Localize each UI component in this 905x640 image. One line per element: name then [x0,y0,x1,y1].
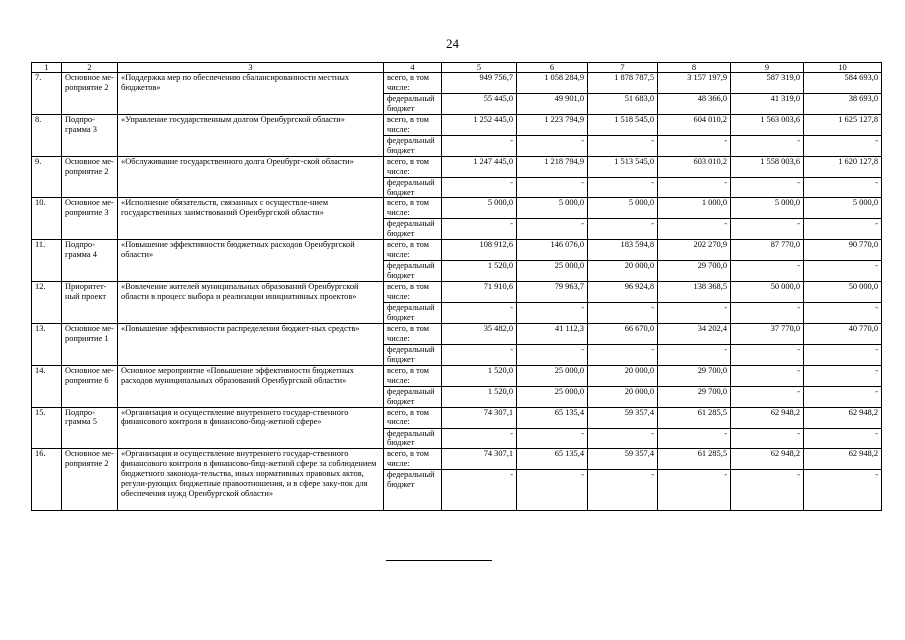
total-value: 37 770,0 [731,323,804,344]
total-value: 1 520,0 [442,365,517,386]
total-value: 1 625 127,8 [804,114,882,135]
total-value: 138 368,5 [658,282,731,303]
federal-value: 55 445,0 [442,94,517,115]
row-number: 7. [32,73,62,115]
federal-value: - [442,177,517,198]
row-type: Основное ме-роприятие 2 [62,73,118,115]
federal-value: - [731,135,804,156]
total-value: 87 770,0 [731,240,804,261]
total-value: 62 948,2 [804,407,882,428]
federal-value: - [658,428,731,449]
table-row [32,449,882,470]
federal-value: - [804,177,882,198]
total-value: 202 270,9 [658,240,731,261]
federal-value: - [588,470,658,511]
total-value: 1 058 284,9 [517,73,588,94]
total-value: 5 000,0 [442,198,517,219]
row-description: Основное мероприятие «Повышение эффективности бюджетных расходов муниципальных образований Оренбургской области» [118,365,384,407]
federal-value: 25 000,0 [517,261,588,282]
total-value: 1 218 794,9 [517,156,588,177]
column-header: 8 [658,63,731,73]
table-row [32,323,882,344]
total-value: 1 620 127,8 [804,156,882,177]
federal-value: - [442,219,517,240]
federal-value: 20 000,0 [588,261,658,282]
federal-value: - [588,135,658,156]
row-number: 16. [32,449,62,511]
funding-source-label: всего, в том числе: [384,240,442,261]
federal-value: - [442,470,517,511]
row-number: 8. [32,114,62,156]
total-value: 59 357,4 [588,407,658,428]
total-value: 1 558 003,6 [731,156,804,177]
federal-value: - [804,344,882,365]
federal-value: - [588,303,658,324]
federal-value: - [517,344,588,365]
federal-value: - [804,261,882,282]
column-header: 2 [62,63,118,73]
total-value: 949 756,7 [442,73,517,94]
total-value: 108 912,6 [442,240,517,261]
total-value: 1 223 794,9 [517,114,588,135]
table-row [32,365,882,386]
row-number: 12. [32,282,62,324]
total-value: 61 285,5 [658,407,731,428]
federal-value: 29 700,0 [658,261,731,282]
federal-value: - [804,428,882,449]
funding-source-label: федеральный бюджет [384,470,442,511]
budget-table [31,62,882,511]
total-value: 79 963,7 [517,282,588,303]
federal-value: - [517,177,588,198]
total-value: 25 000,0 [517,365,588,386]
total-value: - [804,365,882,386]
total-value: 65 135,4 [517,407,588,428]
federal-value: - [731,177,804,198]
federal-value: - [658,177,731,198]
funding-source-label: всего, в том числе: [384,114,442,135]
federal-value: - [731,386,804,407]
total-value: 66 670,0 [588,323,658,344]
federal-value: - [804,470,882,511]
federal-value: - [731,219,804,240]
total-value: 3 157 197,9 [658,73,731,94]
row-type: Подпро-грамма 3 [62,114,118,156]
federal-value: - [442,135,517,156]
funding-source-label: всего, в том числе: [384,407,442,428]
total-value: 1 563 003,6 [731,114,804,135]
table-row [32,73,882,94]
federal-value: - [804,386,882,407]
funding-source-label: федеральный бюджет [384,219,442,240]
total-value: 587 319,0 [731,73,804,94]
federal-value: - [517,135,588,156]
row-description: «Организация и осуществление внутреннего государ-ственного финансового контроля в финансово-бюд-жетной сфере» [118,407,384,449]
row-number: 13. [32,323,62,365]
total-value: 90 770,0 [804,240,882,261]
funding-source-label: всего, в том числе: [384,323,442,344]
row-type: Основное ме-роприятие 2 [62,156,118,198]
funding-source-label: всего, в том числе: [384,198,442,219]
column-header: 3 [118,63,384,73]
funding-source-label: федеральный бюджет [384,94,442,115]
row-description: «Управление государственным долгом Оренбургской области» [118,114,384,156]
row-type: Подпро-грамма 4 [62,240,118,282]
column-header: 9 [731,63,804,73]
funding-source-label: всего, в том числе: [384,365,442,386]
funding-source-label: всего, в том числе: [384,282,442,303]
column-header: 7 [588,63,658,73]
total-value: 74 307,1 [442,449,517,470]
federal-value: - [517,428,588,449]
funding-source-label: всего, в том числе: [384,156,442,177]
funding-source-label: федеральный бюджет [384,303,442,324]
table-body [32,73,882,511]
federal-value: 29 700,0 [658,386,731,407]
row-type: Подпро-грамма 5 [62,407,118,449]
row-type: Основное ме-роприятие 1 [62,323,118,365]
federal-value: - [658,135,731,156]
row-type: Основное ме-роприятие 2 [62,449,118,511]
column-header: 6 [517,63,588,73]
funding-source-label: федеральный бюджет [384,261,442,282]
column-header: 4 [384,63,442,73]
federal-value: - [731,303,804,324]
total-value: - [731,365,804,386]
table-row [32,156,882,177]
funding-source-label: федеральный бюджет [384,386,442,407]
page-number: 24 [446,36,459,51]
total-value: 1 518 545,0 [588,114,658,135]
funding-source-label: федеральный бюджет [384,177,442,198]
funding-source-label: федеральный бюджет [384,344,442,365]
column-header: 5 [442,63,517,73]
row-number: 14. [32,365,62,407]
total-value: 1 513 545,0 [588,156,658,177]
federal-value: 1 520,0 [442,386,517,407]
federal-value: - [658,344,731,365]
total-value: 604 010,2 [658,114,731,135]
total-value: 183 594,8 [588,240,658,261]
row-type: Основное ме-роприятие 3 [62,198,118,240]
total-value: 5 000,0 [804,198,882,219]
federal-value: - [442,428,517,449]
table-row [32,282,882,303]
row-description: «Исполнение обязательств, связанных с осуществле-нием государственных заимствований Оренбургской области» [118,198,384,240]
row-type: Приоритет-ный проект [62,282,118,324]
column-header: 1 [32,63,62,73]
total-value: 96 924,8 [588,282,658,303]
federal-value: - [731,261,804,282]
total-value: 1 252 445,0 [442,114,517,135]
total-value: 61 285,5 [658,449,731,470]
federal-value: 38 693,0 [804,94,882,115]
total-value: 65 135,4 [517,449,588,470]
funding-source-label: федеральный бюджет [384,428,442,449]
total-value: 62 948,2 [804,449,882,470]
federal-value: 51 683,0 [588,94,658,115]
total-value: 40 770,0 [804,323,882,344]
row-number: 10. [32,198,62,240]
total-value: 41 112,3 [517,323,588,344]
total-value: 34 202,4 [658,323,731,344]
row-description: «Повышение эффективности бюджетных расходов Оренбургской области» [118,240,384,282]
total-value: 62 948,2 [731,407,804,428]
total-value: 71 910,6 [442,282,517,303]
federal-value: - [588,428,658,449]
total-value: 59 357,4 [588,449,658,470]
federal-value: - [731,428,804,449]
total-value: 146 076,0 [517,240,588,261]
row-description: «Организация и осуществление внутреннего государ-ственного финансового контроля в финансово-бюд-жетной сфере за соблюдением бюджетного законода-тельства, иных нормативных правовых актов, регули-рующих бюджетные правоотношения, и в сфере заку-пок для обеспечения нужд Оренбургской области» [118,449,384,511]
federal-value: 49 901,0 [517,94,588,115]
total-value: 20 000,0 [588,365,658,386]
total-value: 35 482,0 [442,323,517,344]
row-number: 9. [32,156,62,198]
federal-value: - [731,470,804,511]
total-value: 1 878 787,5 [588,73,658,94]
federal-value: - [442,303,517,324]
federal-value: - [658,219,731,240]
federal-value: - [588,219,658,240]
funding-source-label: всего, в том числе: [384,449,442,470]
federal-value: - [658,470,731,511]
federal-value: - [517,219,588,240]
total-value: 5 000,0 [588,198,658,219]
row-description: «Повышение эффективности распределения бюджет-ных средств» [118,323,384,365]
federal-value: 25 000,0 [517,386,588,407]
column-header: 10 [804,63,882,73]
row-number: 15. [32,407,62,449]
total-value: 1 000,0 [658,198,731,219]
row-type: Основное ме-роприятие 6 [62,365,118,407]
total-value: 74 307,1 [442,407,517,428]
federal-value: - [588,177,658,198]
table-row [32,198,882,219]
total-value: 62 948,2 [731,449,804,470]
column-number-row [32,63,882,73]
funding-source-label: федеральный бюджет [384,135,442,156]
footer-divider [386,560,492,561]
total-value: 1 247 445,0 [442,156,517,177]
federal-value: 20 000,0 [588,386,658,407]
federal-value: - [588,344,658,365]
total-value: 29 700,0 [658,365,731,386]
federal-value: - [442,344,517,365]
total-value: 50 000,0 [804,282,882,303]
row-description: «Вовлечение жителей муниципальных образований Оренбургской области в процесс выбора и реализации инициативных проектов» [118,282,384,324]
total-value: 603 010,2 [658,156,731,177]
federal-value: - [804,219,882,240]
federal-value: 48 366,0 [658,94,731,115]
table-row [32,114,882,135]
federal-value: - [658,303,731,324]
federal-value: - [517,303,588,324]
row-number: 11. [32,240,62,282]
total-value: 50 000,0 [731,282,804,303]
total-value: 5 000,0 [731,198,804,219]
row-description: «Поддержка мер по обеспечению сбалансированности местных бюджетов» [118,73,384,115]
table-row [32,240,882,261]
federal-value: - [731,344,804,365]
federal-value: - [804,135,882,156]
total-value: 584 693,0 [804,73,882,94]
federal-value: 1 520,0 [442,261,517,282]
row-description: «Обслуживание государственного долга Оренбург-ской области» [118,156,384,198]
total-value: 5 000,0 [517,198,588,219]
funding-source-label: всего, в том числе: [384,73,442,94]
federal-value: - [804,303,882,324]
federal-value: - [517,470,588,511]
federal-value: 41 319,0 [731,94,804,115]
table-row [32,407,882,428]
